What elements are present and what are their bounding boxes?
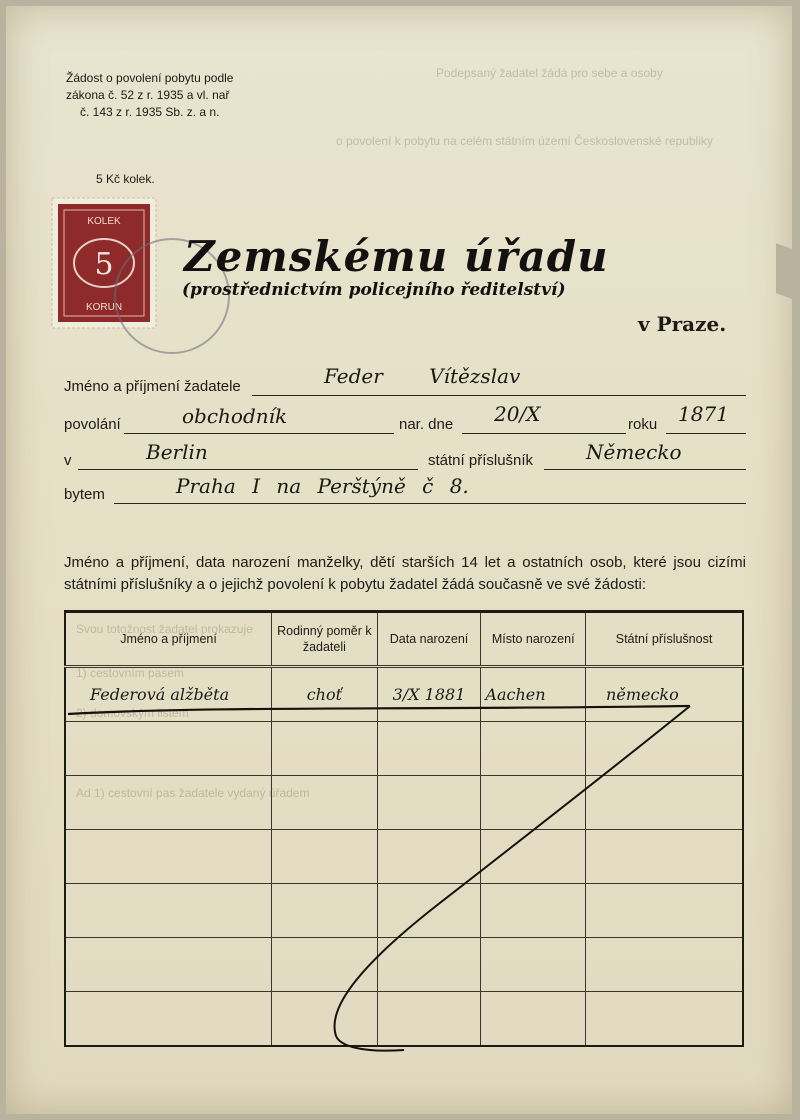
occupation-value: obchodník [182, 404, 288, 428]
column-header: Jméno a příjmení [65, 612, 272, 667]
fee-note: 5 Kč kolek. [96, 172, 155, 186]
stamp-value: 5 [94, 247, 114, 282]
citizenship-label: státní příslušník [428, 452, 534, 469]
stamp-bottom-text: KORUN [85, 302, 123, 313]
table-cell: 3/X 1881 [377, 667, 481, 722]
family-members-instructions: Jméno a příjmení, data narození manželky, dětí starších 14 let a ostatních osob, které jsou cizími státními příslušníky a o jejichž povolení k pobytu žadatel žádá současně ve své žádosti: [64, 554, 746, 593]
column-header: Státní příslušnost [586, 612, 743, 667]
bleed-through-line: Svou totožnost žadatel prokazuje [76, 622, 253, 636]
document-page [6, 6, 792, 1114]
pen-cancellation-mark [6, 6, 792, 1114]
bleed-through-line: 1) cestovním pasem [76, 666, 185, 680]
table-cell: německo [586, 667, 743, 722]
table-cell: Federová alžběta [65, 667, 272, 722]
bleed-through-line: o povolení k pobytu na celém státním území Československé republiky [336, 134, 713, 148]
year-value: 1871 [678, 402, 729, 426]
bleed-through-line: 2) domovským listem [76, 706, 189, 720]
year-label: roku [628, 416, 658, 433]
table-cell: Aachen [481, 667, 586, 722]
page-subtitle: (prostřednictvím policejního ředitelství) [182, 280, 566, 300]
page-title: Zemskému úřadu [184, 232, 609, 281]
name-label: Jméno a příjmení žadatele [64, 378, 241, 395]
legal-line: zákona č. 52 z r. 1935 a vl. nař [66, 88, 230, 102]
legal-line: č. 143 z r. 1935 Sb. z. a n. [80, 105, 220, 119]
city-label: v Praze. [638, 312, 727, 336]
occupation-label: povolání [64, 416, 121, 433]
birth-value: 20/X [494, 402, 541, 426]
legal-line: Žádost o povolení pobytu podle [66, 71, 234, 85]
residence-value: Praha I na Perštýně č 8. [176, 474, 469, 498]
stamp-top-text: KOLEK [87, 216, 121, 227]
column-header: Data narození [377, 612, 481, 667]
name-value: Feder Vítězslav [324, 364, 521, 388]
column-header: Místo narození [481, 612, 586, 667]
bleed-through-line: Podepsaný žadatel žádá pro sebe a osoby [436, 66, 663, 80]
torn-edge [776, 243, 792, 299]
residence-label: bytem [64, 486, 105, 503]
birth-label: nar. dne [399, 416, 454, 433]
column-header: Rodinný poměr k žadateli [272, 612, 378, 667]
citizenship-value: Německo [586, 440, 682, 464]
table-cell: choť [272, 667, 378, 722]
place-label: v [64, 452, 72, 469]
place-value: Berlin [146, 440, 208, 464]
bleed-through-line: Ad 1) cestovní pas žadatele vydaný úřadem [76, 786, 310, 800]
